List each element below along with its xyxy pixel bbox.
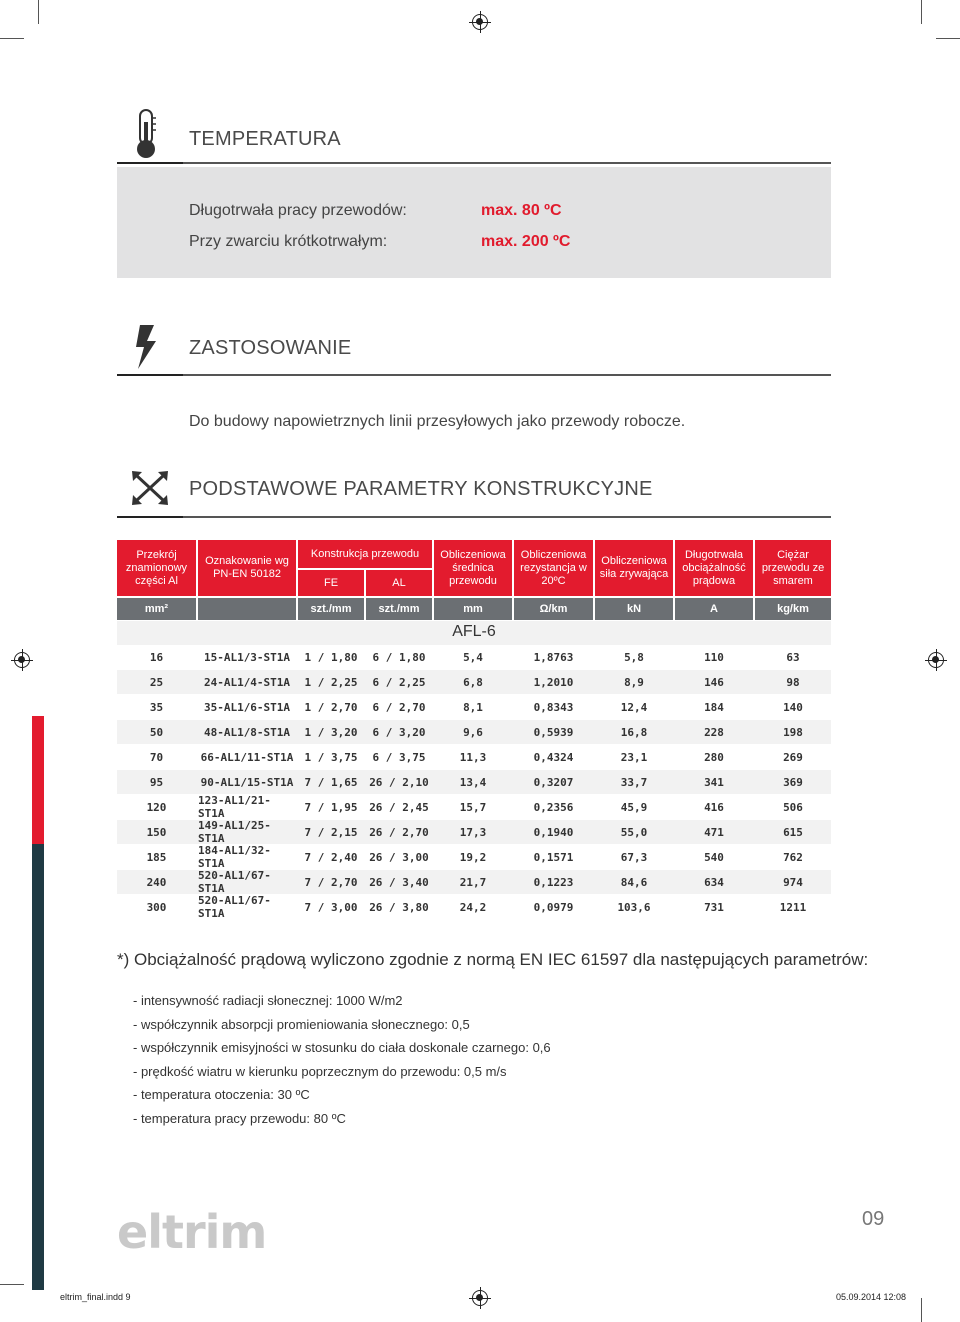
cell-breaking-force: 55,0 (620, 825, 648, 839)
section-rule (117, 162, 831, 164)
cell-current: 634 (704, 875, 724, 889)
cell-current: 228 (704, 725, 724, 739)
file-slug: eltrim_final.indd 9 (60, 1292, 131, 1302)
cell-current: 110 (704, 650, 724, 664)
cell-weight: 369 (783, 775, 803, 789)
application-text: Do budowy napowietrznych linii przesyłowych jako przewody robocze. (189, 413, 686, 430)
col-header-weight: Ciężar przewodu ze smarem (755, 540, 831, 596)
cell-cross-section: 150 (146, 825, 167, 839)
cell-fe: 1 / 1,80 (304, 650, 358, 664)
cell-designation: 90-AL1/15-ST1A (200, 775, 294, 789)
crop-mark (0, 1284, 24, 1285)
cell-designation: 48-AL1/8-ST1A (203, 725, 291, 739)
cell-fe: 7 / 2,15 (304, 825, 358, 839)
col-header-resistance: Obliczeniowa rezystancja w 20ºC (514, 540, 593, 596)
cell-cross-section: 35 (149, 700, 164, 714)
cell-diameter: 15,7 (459, 800, 487, 814)
cell-current: 341 (704, 775, 724, 789)
cell-weight: 506 (783, 800, 803, 814)
cell-designation: 66-AL1/11-ST1A (200, 750, 294, 764)
cell-cross-section: 50 (149, 725, 164, 739)
cell-diameter: 17,3 (459, 825, 487, 839)
temp-label-short: Przy zwarciu krótkotrwałym: (189, 233, 388, 250)
section-rule (117, 374, 831, 376)
cell-designation: 520-AL1/67-ST1A (198, 894, 271, 920)
cell-al: 6 / 3,20 (372, 725, 426, 739)
cell-breaking-force: 67,3 (620, 850, 648, 864)
unit-cell: Ω/km (514, 598, 593, 620)
section-title-application: ZASTOSOWANIE (189, 337, 352, 359)
cell-designation: 149-AL1/25-ST1A (198, 819, 271, 845)
cell-resistance: 0,3207 (533, 775, 574, 789)
cell-current: 146 (704, 675, 724, 689)
cell-resistance: 0,8343 (533, 700, 574, 714)
cell-fe: 7 / 2,40 (304, 850, 358, 864)
unit-cell: szt./mm (298, 598, 364, 620)
cell-designation: 184-AL1/32-ST1A (198, 844, 271, 870)
cell-breaking-force: 12,4 (620, 700, 648, 714)
cell-fe: 1 / 3,20 (304, 725, 358, 739)
cell-diameter: 9,6 (463, 725, 483, 739)
col-header-designation: Oznakowanie wg PN-EN 50182 (198, 540, 296, 596)
cell-cross-section: 240 (146, 875, 167, 889)
footnote-item: - współczynnik absorpcji promieniowania słonecznego: 0,5 (133, 1016, 470, 1032)
lightning-icon (134, 325, 158, 369)
cell-fe: 1 / 2,70 (304, 700, 358, 714)
table-row (117, 745, 831, 769)
cell-breaking-force: 16,8 (620, 725, 648, 739)
cell-diameter: 8,1 (463, 700, 483, 714)
cross-arrows-icon (131, 470, 169, 506)
cell-cross-section: 70 (149, 750, 164, 764)
cell-fe: 1 / 3,75 (304, 750, 358, 764)
cell-weight: 1211 (779, 900, 807, 914)
cell-diameter: 6,8 (463, 675, 483, 689)
table-row (117, 645, 831, 669)
cell-al: 6 / 2,70 (372, 700, 426, 714)
cell-weight: 98 (786, 675, 800, 689)
footnote-item: - temperatura pracy przewodu: 80 ºC (133, 1110, 346, 1126)
cell-diameter: 24,2 (459, 900, 487, 914)
cell-fe: 7 / 1,65 (304, 775, 358, 789)
cell-al: 6 / 1,80 (372, 650, 426, 664)
cell-breaking-force: 84,6 (620, 875, 648, 889)
registration-mark-icon (14, 652, 30, 668)
temp-value-long: max. 80 ºC (481, 202, 562, 219)
side-accent-red (32, 716, 44, 844)
table-row (117, 870, 831, 894)
cell-current: 416 (704, 800, 724, 814)
col-header-fe: FE (298, 570, 364, 596)
temp-label-long: Długotrwała pracy przewodów: (189, 202, 407, 219)
side-accent-dark (32, 844, 44, 1290)
cell-fe: 7 / 2,70 (304, 875, 358, 889)
cell-diameter: 21,7 (459, 875, 487, 889)
section-title-temperature: TEMPERATURA (189, 128, 341, 150)
company-logo: eltrim (117, 1205, 267, 1259)
cell-breaking-force: 5,8 (624, 650, 644, 664)
table-row (117, 795, 831, 819)
cell-designation: 15-AL1/3-ST1A (203, 650, 291, 664)
cell-breaking-force: 23,1 (620, 750, 648, 764)
footnote: *) Obciążalność prądową wyliczono zgodnie z normą EN IEC 61597 dla następujących parametrów: (117, 950, 869, 969)
crop-mark (921, 0, 922, 24)
cell-fe: 7 / 1,95 (304, 800, 358, 814)
cell-diameter: 13,4 (459, 775, 487, 789)
cell-current: 280 (704, 750, 724, 764)
date-slug: 05.09.2014 12:08 (836, 1292, 907, 1302)
footnote-item: - intensywność radiacji słonecznej: 1000 W/m2 (133, 993, 403, 1008)
table-row (117, 695, 831, 719)
cell-breaking-force: 8,9 (624, 675, 644, 689)
table-row (117, 820, 831, 844)
cell-al: 6 / 2,25 (372, 675, 426, 689)
cell-current: 184 (704, 700, 724, 714)
unit-cell: szt./mm (366, 598, 432, 620)
cell-resistance: 0,4324 (533, 750, 574, 764)
cell-weight: 63 (786, 650, 800, 664)
section-rule (117, 516, 831, 518)
cell-cross-section: 185 (146, 850, 167, 864)
table-row (117, 670, 831, 694)
unit-cell: kN (595, 598, 673, 620)
crop-mark (0, 38, 24, 39)
table-row (117, 845, 831, 869)
table-row (117, 895, 831, 919)
cell-al: 26 / 3,80 (369, 900, 429, 914)
cell-resistance: 0,1571 (533, 850, 574, 864)
cell-cross-section: 25 (149, 675, 164, 689)
cell-fe: 1 / 2,25 (304, 675, 358, 689)
col-header-al: AL (366, 570, 432, 596)
cell-al: 26 / 3,00 (369, 850, 429, 864)
thermometer-icon (133, 108, 159, 160)
cell-cross-section: 300 (146, 900, 167, 914)
cell-breaking-force: 45,9 (620, 800, 648, 814)
cell-al: 6 / 3,75 (372, 750, 426, 764)
cell-al: 26 / 2,45 (369, 800, 429, 814)
cell-resistance: 0,0979 (533, 900, 574, 914)
cell-weight: 974 (783, 875, 803, 889)
cell-diameter: 19,2 (459, 850, 487, 864)
cell-diameter: 11,3 (459, 750, 487, 764)
cell-current: 471 (704, 825, 724, 839)
cell-current: 731 (704, 900, 724, 914)
cell-designation: 24-AL1/4-ST1A (203, 675, 291, 689)
registration-mark-icon (472, 1290, 488, 1306)
cell-resistance: 0,5939 (533, 725, 574, 739)
cell-resistance: 0,1223 (533, 875, 574, 889)
cell-fe: 7 / 3,00 (304, 900, 358, 914)
crop-mark (936, 38, 960, 39)
footnote-item: - prędkość wiatru w kierunku poprzecznym do przewodu: 0,5 m/s (133, 1063, 507, 1079)
cell-resistance: 0,1940 (533, 825, 574, 839)
section-title-parameters: PODSTAWOWE PARAMETRY KONSTRUKCYJNE (189, 478, 653, 500)
cell-current: 540 (704, 850, 724, 864)
cell-designation: 123-AL1/21-ST1A (198, 794, 271, 820)
unit-cell: mm (434, 598, 512, 620)
cell-breaking-force: 103,6 (617, 900, 651, 914)
registration-mark-icon (472, 14, 488, 30)
col-header-cross-section: Przekrój znamionowy części Al (117, 540, 196, 596)
cell-resistance: 1,8763 (533, 650, 574, 664)
cell-al: 26 / 2,70 (369, 825, 429, 839)
table-row (117, 770, 831, 794)
unit-cell: A (675, 598, 753, 620)
cell-weight: 140 (783, 700, 803, 714)
cell-designation: 520-AL1/67-ST1A (198, 869, 271, 895)
page-number: 09 (862, 1208, 885, 1230)
cell-resistance: 0,2356 (533, 800, 574, 814)
col-header-current: Długotrwała obciążalność prądowa (675, 540, 753, 596)
col-header-diameter: Obliczeniowa średnica przewodu (434, 540, 512, 596)
group-title: AFL-6 (452, 623, 496, 640)
footnote-item: - temperatura otoczenia: 30 ºC (133, 1087, 310, 1102)
cell-weight: 269 (783, 750, 803, 764)
cell-cross-section: 120 (146, 800, 167, 814)
col-header-construction: Konstrukcja przewodu (298, 540, 432, 568)
unit-cell: kg/km (755, 598, 831, 620)
footnote-item: - współczynnik emisyjności w stosunku do ciała doskonale czarnego: 0,6 (133, 1040, 551, 1055)
crop-mark (38, 0, 39, 24)
cell-designation: 35-AL1/6-ST1A (203, 700, 291, 714)
col-header-breaking-force: Obliczeniowa siła zrywająca (595, 540, 673, 596)
cell-weight: 615 (783, 825, 803, 839)
table-row (117, 720, 831, 744)
cell-breaking-force: 33,7 (620, 775, 648, 789)
crop-mark (921, 1298, 922, 1322)
unit-cell (198, 598, 296, 620)
unit-cell: mm² (117, 598, 196, 620)
cell-al: 26 / 2,10 (369, 775, 429, 789)
cell-diameter: 5,4 (463, 650, 483, 664)
temperature-box (117, 167, 831, 278)
cell-weight: 762 (783, 850, 803, 864)
cell-resistance: 1,2010 (533, 675, 574, 689)
cell-cross-section: 16 (149, 650, 164, 664)
temp-value-short: max. 200 ºC (481, 233, 571, 250)
cell-cross-section: 95 (149, 775, 164, 789)
cell-al: 26 / 3,40 (369, 875, 429, 889)
registration-mark-icon (928, 652, 944, 668)
cell-weight: 198 (783, 725, 803, 739)
